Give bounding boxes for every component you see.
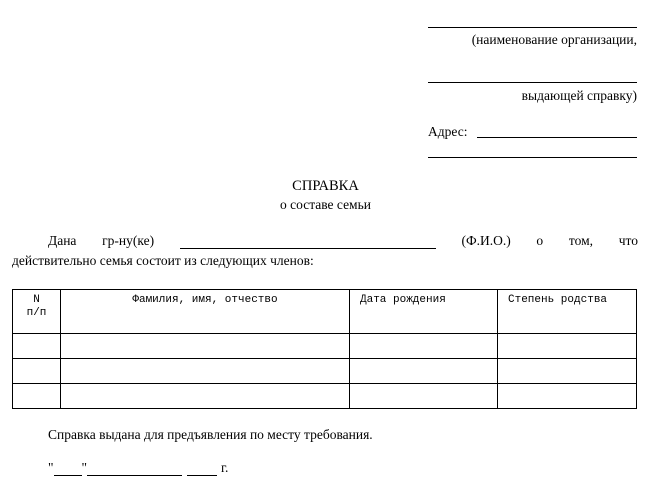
table-cell[interactable] [498, 359, 637, 384]
table-cell[interactable] [350, 359, 498, 384]
date-line [48, 460, 228, 476]
col-header-number-line1: N [33, 294, 40, 306]
col-header-name: Фамилия, имя, отчество [61, 290, 350, 334]
table-row [13, 334, 637, 359]
family-members-table [12, 289, 637, 409]
col-header-birth-date: Дата рождения [350, 290, 498, 334]
issuer-label: выдающей справку) [521, 88, 637, 103]
issuer-blank-line [428, 82, 637, 83]
col-header-relation: Степень родства [498, 290, 637, 334]
table-cell[interactable] [13, 384, 61, 409]
date-quote-open: " [48, 460, 54, 475]
table-cell[interactable] [13, 334, 61, 359]
fio-blank-line [180, 235, 436, 249]
intro-citizen: гр-ну(ке) [102, 233, 155, 248]
table-cell[interactable] [13, 359, 61, 384]
address-blank-line [477, 137, 637, 138]
document-subtitle: о составе семьи [280, 197, 371, 212]
intro-line-2: действительно семья состоит из следующих членов: [12, 253, 314, 268]
date-quote-close: " [81, 460, 88, 475]
table-cell[interactable] [61, 359, 350, 384]
table-cell[interactable] [350, 334, 498, 359]
year-blank [187, 462, 217, 476]
intro-given: Дана [48, 233, 77, 248]
year-suffix: г. [221, 460, 229, 475]
day-blank [54, 462, 82, 476]
col-header-number-line2: п/п [26, 307, 47, 319]
intro-o: о [536, 233, 544, 248]
address-blank-line-2 [428, 157, 637, 158]
month-blank [87, 462, 182, 476]
table-cell[interactable] [350, 384, 498, 409]
document-title: СПРАВКА [292, 178, 359, 194]
table-row [13, 384, 637, 409]
intro-tom: том, [568, 233, 593, 248]
table-row [13, 359, 637, 384]
purpose-statement: Справка выдана для предъявления по месту требования. [48, 427, 373, 442]
intro-chto: что [618, 233, 638, 248]
col-header-number [13, 290, 61, 334]
org-name-label: (наименование организации, [471, 32, 637, 47]
table-cell[interactable] [61, 384, 350, 409]
intro-fio: (Ф.И.О.) [461, 233, 511, 248]
intro-line-1 [12, 233, 638, 249]
org-name-blank-line [428, 27, 637, 28]
table-header-row [13, 290, 637, 334]
address-label: Адрес: [428, 124, 468, 139]
table-cell[interactable] [498, 334, 637, 359]
table-cell[interactable] [498, 384, 637, 409]
table-cell[interactable] [61, 334, 350, 359]
